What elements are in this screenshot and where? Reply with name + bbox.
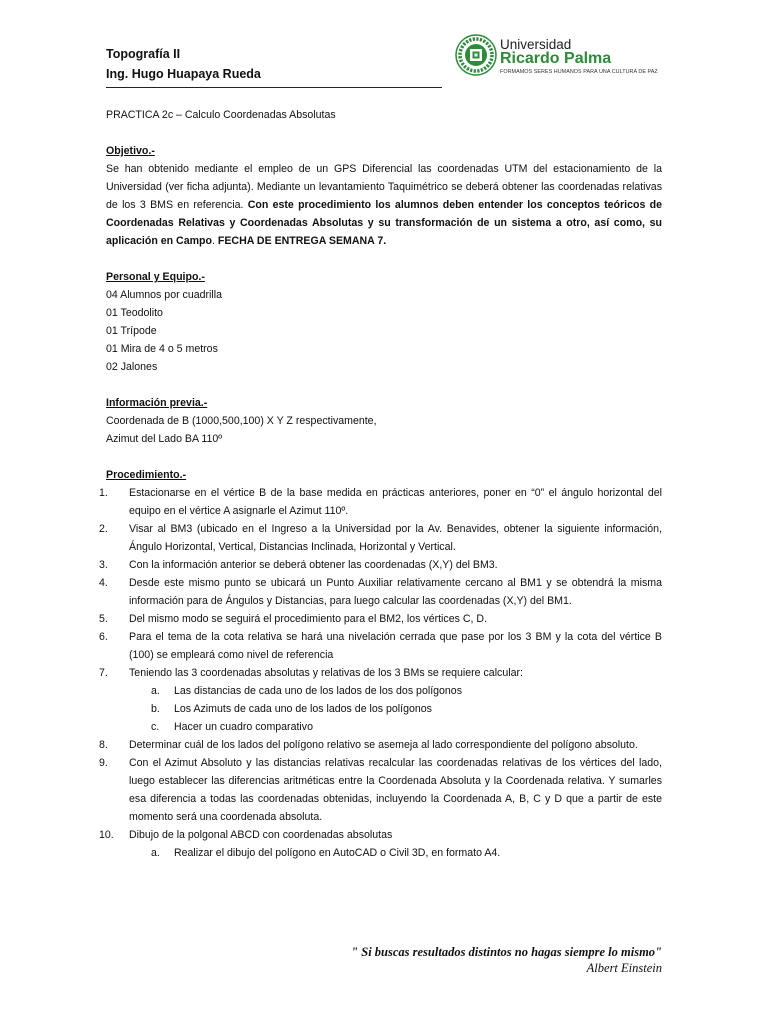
sub-step [129,700,662,718]
step-text: Con el Azimut Absoluto y las distancias relativas recalcular las coordenadas relativas de los vértices del lado, luego establecer las diferencias aritméticas entre la Coordenada Absoluta y la Coordenada relativa. Y sumarles esa diferencia a todas las coordenadas obtenidas, incluyendo la Coordenada A, B, C y D que a partir de este momento será una coordenada absoluta. [129,757,662,823]
equipment-item: 01 Teodolito [106,307,163,319]
equipment-list [106,286,662,376]
sub-step-letter: b. [151,703,160,715]
instructor-name: Ing. Hugo Huapaya Rueda [106,67,261,81]
step-text: Con la información anterior se deberá obtener las coordenadas (X,Y) del BM3. [129,559,498,571]
sub-step-text: Las distancias de cada uno de los lados de los dos polígonos [174,685,462,697]
equipment-item: 02 Jalones [106,361,158,373]
procedimiento-heading: Procedimiento.- [106,469,187,481]
objetivo-emphasis: Con este procedimiento los alumnos deben entender los conceptos teóricos de Coordenadas Relativas y Coordenadas Absolutas y su transformación de un sistema a otro, así como, su aplicación en Campo [106,199,662,247]
step-text: Dibujo de la polgonal ABCD con coordenadas absolutas [129,829,393,841]
step-text: Estacionarse en el vértice B de la base medida en prácticas anteriores, poner en “0” el ángulo horizontal del equipo en el vértice A asignarle el Azimut 110º. [129,487,662,517]
objetivo-heading: Objetivo.- [106,145,155,157]
objetivo-paragraph [106,160,662,250]
procedure-step [99,664,662,736]
logo-university-name: Ricardo Palma [500,50,612,67]
procedure-step [99,484,662,520]
step-number: 5. [99,613,108,625]
delivery-deadline: FECHA DE ENTREGA SEMANA 7. [217,235,387,247]
procedure-step [99,556,662,574]
sub-step [129,718,662,736]
info-heading: Información previa.- [106,397,208,409]
step-7-sublist [129,682,662,736]
university-logo [455,34,665,84]
equipment-item: 01 Trípode [106,325,157,337]
step-number: 9. [99,757,108,769]
step-text: Del mismo modo se seguirá el procedimiento para el BM2, los vértices C, D. [129,613,487,625]
equipment-item: 01 Mira de 4 o 5 metros [106,343,218,355]
quote-author: Albert Einstein [586,961,662,975]
sub-step [129,844,662,862]
sub-step-letter: c. [151,721,160,733]
step-10-sublist [129,844,662,862]
procedure-step [99,754,662,826]
procedure-step [99,628,662,664]
procedure-step [99,520,662,556]
info-item: Coordenada de B (1000,500,100) X Y Z respectivamente, [106,415,377,427]
step-text: Visar al BM3 (ubicado en el Ingreso a la Universidad por la Av. Benavides, obtener la siguiente información, Ángulo Horizontal, Vertical, Distancias Inclinada, Horizontal y Vertical. [129,523,662,553]
step-text: Para el tema de la cota relativa se hará una nivelación cerrada que pase por los 3 BM y la cota del vértice B (100) se empleará como nivel de referencia [129,631,662,661]
course-name: Topografía II [106,47,181,61]
info-item: Azimut del Lado BA 110º [106,433,223,445]
equipment-item: 04 Alumnos por cuadrilla [106,289,223,301]
step-text: Desde este mismo punto se ubicará un Punto Auxiliar relativamente cercano al BM1 y se obtendrá la misma información para de Ángulos y Distancias, para luego calcular las coordenadas (X,Y) del BM1. [129,577,662,607]
document-header [106,44,261,84]
university-seal-icon [455,34,497,76]
procedure-step [99,826,662,862]
sub-step-text: Realizar el dibujo del polígono en AutoCAD o Civil 3D, en formato A4. [174,847,501,859]
sub-step-text: Los Azimuts de cada uno de los lados de los polígonos [174,703,432,715]
step-number: 3. [99,559,108,571]
quote-block [351,944,662,976]
procedure-step [99,736,662,754]
step-number: 6. [99,631,108,643]
objetivo-text: Se han obtenido mediante el empleo de un GPS Diferencial las coordenadas UTM del estacionamiento de la Universidad (ver ficha adjunta). Mediante un levantamiento Taquimétrico se deberá obtener las coordenadas relativas de los 3 BMS en referencia. [106,163,662,211]
procedure-step [99,610,662,628]
procedure-list [99,484,662,862]
sub-step-letter: a. [151,847,160,859]
quote-text: " Si buscas resultados distintos no hagas siempre lo mismo" [351,945,662,959]
document-body [99,106,662,862]
personal-heading: Personal y Equipo.- [106,271,205,283]
step-number: 7. [99,667,108,679]
sub-step-letter: a. [151,685,160,697]
step-number: 2. [99,523,108,535]
step-number: 1. [99,487,108,499]
practice-title: PRACTICA 2c – Calculo Coordenadas Absolutas [106,109,336,121]
sub-step [129,682,662,700]
logo-university-label: Universidad [500,37,572,52]
step-number: 4. [99,577,108,589]
step-text: Determinar cuál de los lados del polígono relativo se asemeja al lado correspondiente del polígono absoluto. [129,739,638,751]
procedure-step [99,574,662,610]
step-number: 10. [99,829,114,841]
sub-step-text: Hacer un cuadro comparativo [174,721,313,733]
info-list [106,412,662,448]
step-number: 8. [99,739,108,751]
header-divider [106,87,442,88]
objetivo-separator: . [211,235,215,247]
step-text: Teniendo las 3 coordenadas absolutas y relativas de los 3 BMs se requiere calcular: [129,667,523,679]
logo-tagline: FORMAMOS SERES HUMANOS PARA UNA CULTURA DE PAZ [500,69,658,75]
